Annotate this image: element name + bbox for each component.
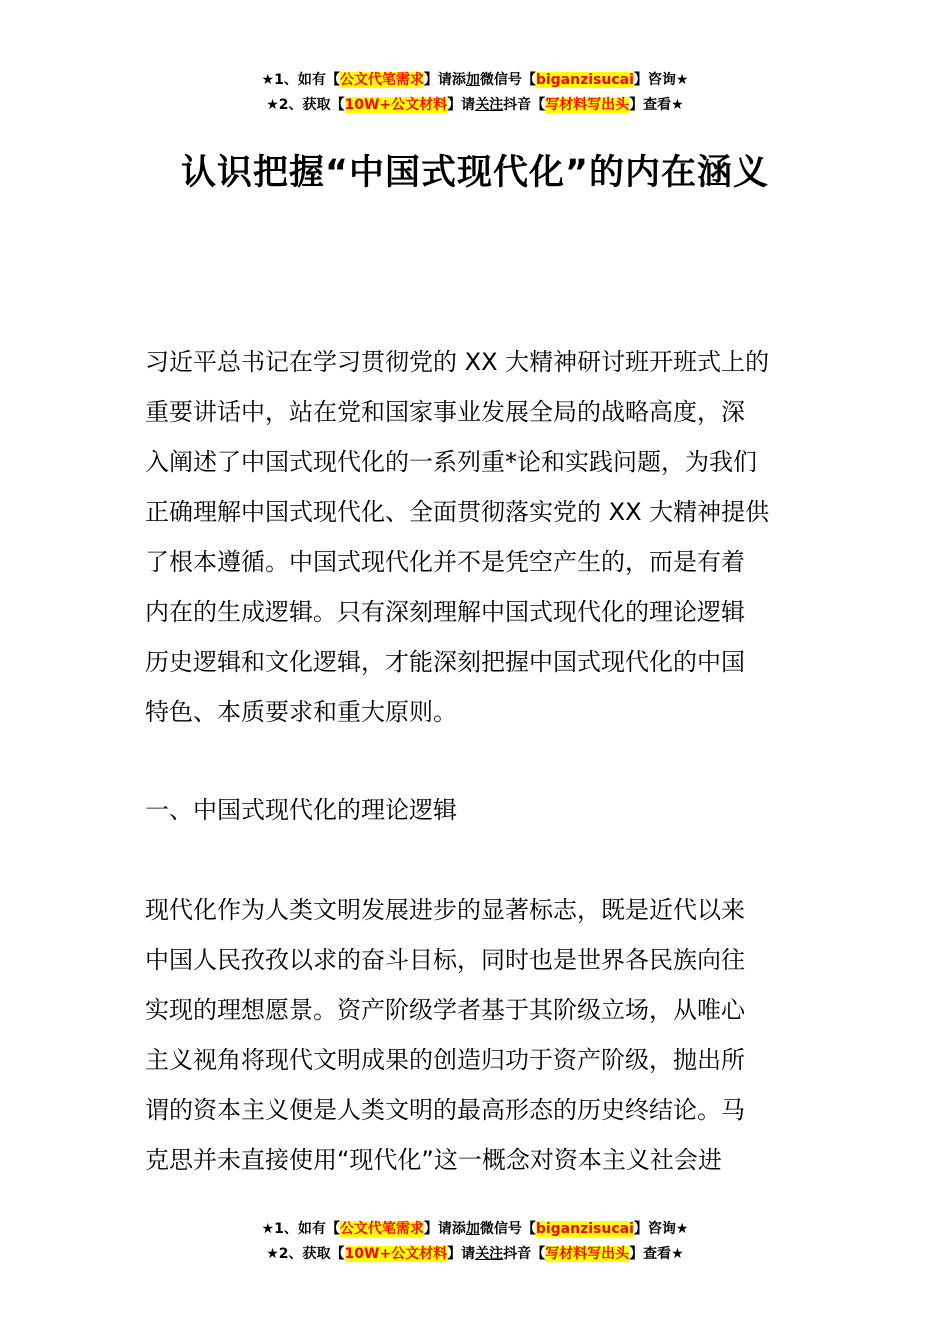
footer-ad-line-2: ★2、获取【10W+公文材料】请关注抖音【写材料写出头】查看★ xyxy=(266,1246,684,1262)
ad-highlight-douyin-id: 写材料写出头 xyxy=(545,97,630,113)
ad-highlight-wechat-id: biganzisucai xyxy=(535,72,634,88)
ad-highlight-materials: 10W+公文材料 xyxy=(344,97,448,113)
text-line: 特色、本质要求和重大原则。 xyxy=(145,698,457,726)
section-heading: 一、中国式现代化的理论逻辑 xyxy=(145,796,457,824)
text-line: 克思并未直接使用“现代化”这一概念对资本主义社会进 xyxy=(145,1146,722,1174)
footer-ad-line-1: ★1、如有【公文代笔需求】请添加微信号【biganzisucai】咨询★ xyxy=(261,1221,689,1237)
text-line: 重要讲话中，站在党和国家事业发展全局的战略高度，深 xyxy=(145,398,745,426)
text-line: 现代化作为人类文明发展进步的显著标志，既是近代以来 xyxy=(145,896,745,924)
text-line: 内在的生成逻辑。只有深刻理解中国式现代化的理论逻辑 xyxy=(145,598,745,626)
text-line: 了根本遵循。中国式现代化并不是凭空产生的，而是有着 xyxy=(145,548,745,576)
ad-highlight-service: 公文代笔需求 xyxy=(339,1221,424,1237)
text-line: 入阐述了中国式现代化的一系列重*论和实践问题，为我们 xyxy=(145,448,757,476)
text-line: 习近平总书记在学习贯彻党的 XX 大精神研讨班开班式上的 xyxy=(145,348,770,376)
text-line: 中国人民孜孜以求的奋斗目标，同时也是世界各民族向往 xyxy=(145,946,745,974)
ad-highlight-wechat-id: biganzisucai xyxy=(535,1221,634,1237)
body-paragraph-2 xyxy=(145,885,810,1185)
text-line: 谓的资本主义便是人类文明的最高形态的历史终结论。马 xyxy=(145,1096,745,1124)
document-title: 认识把握“中国式现代化”的内在涵义 xyxy=(180,153,769,193)
text-line: 主义视角将现代文明成果的创造归功于资产阶级，抛出所 xyxy=(145,1046,745,1074)
body-paragraph-1 xyxy=(145,337,810,737)
ad-highlight-service: 公文代笔需求 xyxy=(339,72,424,88)
header-ad-line-1: ★1、如有【公文代笔需求】请添加微信号【biganzisucai】咨询★ xyxy=(261,72,689,88)
text-line: 历史逻辑和文化逻辑，才能深刻把握中国式现代化的中国 xyxy=(145,648,745,676)
ad-highlight-materials: 10W+公文材料 xyxy=(344,1246,448,1262)
header-ad-line-2: ★2、获取【10W+公文材料】请关注抖音【写材料写出头】查看★ xyxy=(266,97,684,113)
text-line: 正确理解中国式现代化、全面贯彻落实党的 XX 大精神提供 xyxy=(145,498,770,526)
ad-highlight-douyin-id: 写材料写出头 xyxy=(545,1246,630,1262)
text-line: 实现的理想愿景。资产阶级学者基于其阶级立场，从唯心 xyxy=(145,996,745,1024)
